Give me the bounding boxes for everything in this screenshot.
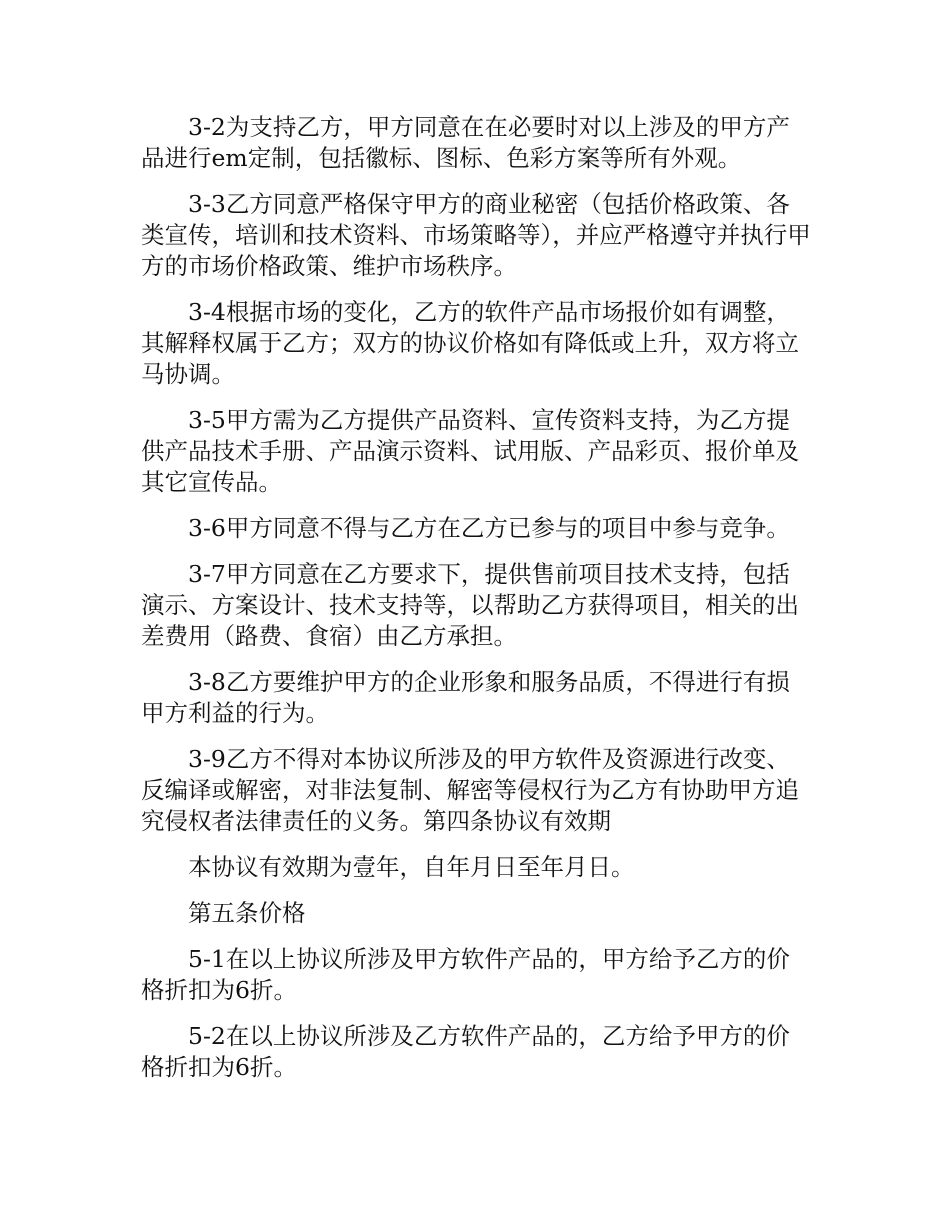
clause-5-2: 5-2在以上协议所涉及乙方软件产品的，乙方给予甲方的价格折扣为6折。 (141, 1022, 790, 1081)
clause-3-4: 3-4根据市场的变化，乙方的软件产品市场报价如有调整，其解释权属于乙方；双方的协议价格如有降低或上升，双方将立马协调。 (141, 298, 799, 388)
clause-3-7: 3-7甲方同意在乙方要求下，提供售前项目技术支持，包括演示、方案设计、技术支持等，以帮助乙方获得项目，相关的出差费用（路费、食宿）由乙方承担。 (141, 560, 799, 650)
clause-3-8: 3-8乙方要维护甲方的企业形象和服务品质，不得进行有损甲方利益的行为。 (141, 668, 790, 727)
clause-3-3: 3-3乙方同意严格保守甲方的商业秘密（包括价格政策、各类宣传，培训和技术资料、市场策略等），并应严格遵守并执行甲方的市场价格政策、维护市场秩序。 (141, 190, 811, 280)
document-body (141, 112, 813, 1098)
article-5-heading: 第五条价格 (188, 899, 306, 927)
validity-period-text: 本协议有效期为壹年，自年月日至年月日。 (188, 853, 635, 881)
clause-3-2: 3-2为支持乙方，甲方同意在在必要时对以上涉及的甲方产品进行em定制，包括徽标、图标、色彩方案等所有外观。 (141, 113, 790, 172)
clause-3-5: 3-5甲方需为乙方提供产品资料、宣传资料支持，为乙方提供产品技术手册、产品演示资料、试用版、产品彩页、报价单及其它宣传品。 (141, 406, 799, 496)
clause-5-1: 5-1在以上协议所涉及甲方软件产品的，甲方给予乙方的价格折扣为6折。 (141, 945, 790, 1004)
clause-3-9: 3-9乙方不得对本协议所涉及的甲方软件及资源进行改变、反编译或解密，对非法复制、解密等侵权行为乙方有协助甲方追究侵权者法律责任的义务。第四条协议有效期 (141, 745, 799, 835)
clause-3-6: 3-6甲方同意不得与乙方在乙方已参与的项目中参与竞争。 (188, 514, 790, 542)
